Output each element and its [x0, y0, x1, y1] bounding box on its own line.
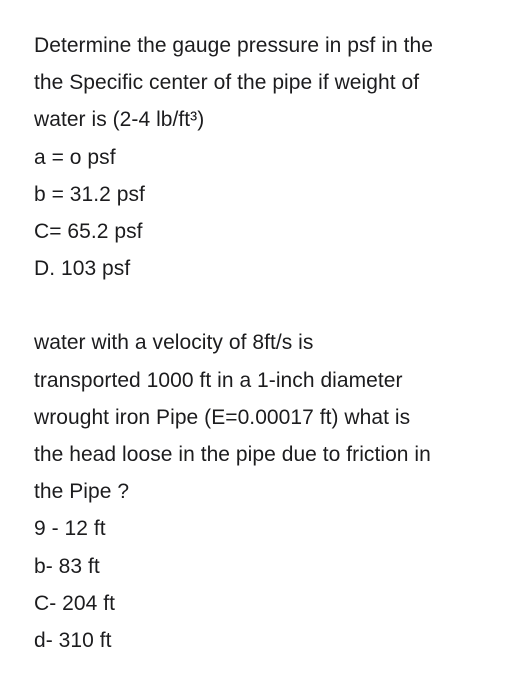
question-2-option-c: C- 204 ft	[34, 591, 115, 615]
question-2-text-line-1: water with a velocity of 8ft/s is	[34, 331, 314, 355]
question-1-option-a: a = o psf	[34, 145, 116, 169]
document-body	[34, 27, 494, 659]
question-2-text-line-3: wrought iron Pipe (E=0.00017 ft) what is	[34, 405, 411, 429]
question-1-option-c: C= 65.2 psf	[34, 220, 143, 244]
question-1-option-b: b = 31.2 psf	[34, 182, 145, 206]
paragraph-spacer	[34, 287, 494, 324]
question-1-text-line-1: Determine the gauge pressure in psf in the	[34, 34, 433, 57]
question-2	[34, 324, 494, 659]
question-2-text-line-2: transported 1000 ft in a 1-inch diameter	[34, 368, 403, 392]
question-2-option-d: d- 310 ft	[34, 629, 112, 653]
question-2-option-a: 9 - 12 ft	[34, 517, 106, 541]
question-1	[34, 27, 494, 287]
question-2-text-line-5: the Pipe ?	[34, 480, 130, 504]
question-2-text-line-4: the head loose in the pipe due to friction in	[34, 443, 431, 467]
question-1-option-d: D. 103 psf	[34, 257, 131, 281]
question-1-text-line-3: water is (2-4 lb/ft³)	[34, 108, 205, 132]
question-2-option-b: b- 83 ft	[34, 554, 100, 578]
question-1-text-line-2: the Specific center of the pipe if weight of	[34, 71, 420, 95]
